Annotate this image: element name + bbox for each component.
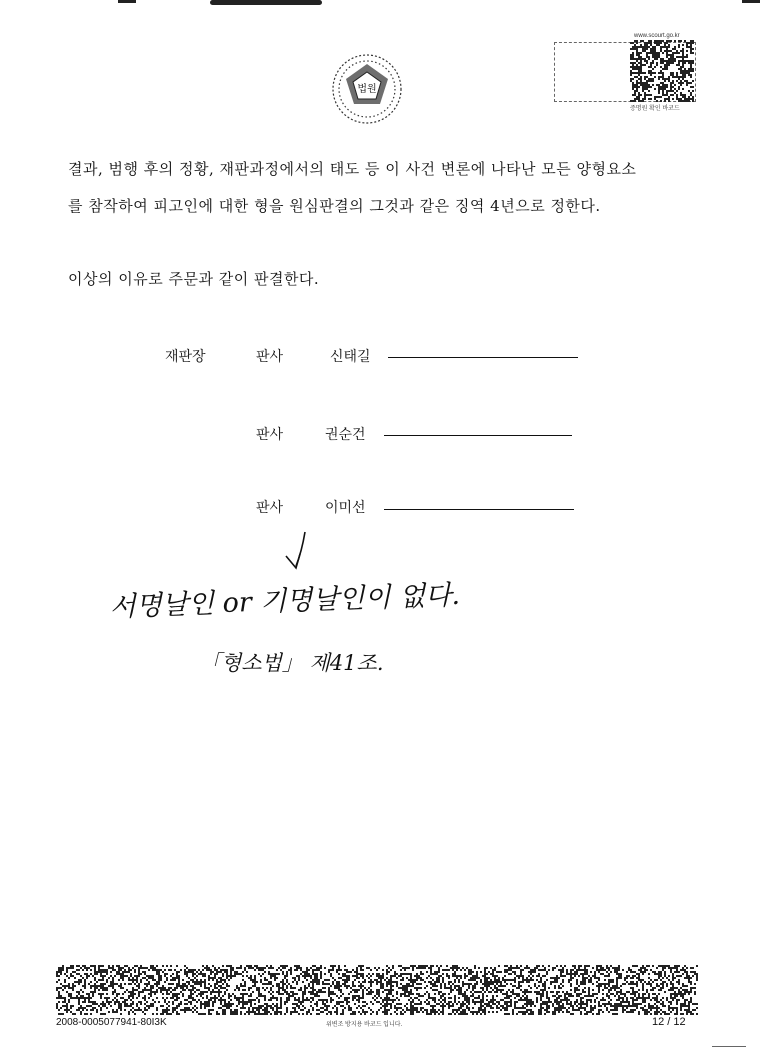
court-seal-emblem — [330, 52, 404, 126]
body-line-1: 결과, 범행 후의 정황, 재판과정에서의 태도 등 이 사건 변론에 나타난 모든 양형요소 — [68, 160, 637, 178]
scan-mark — [118, 0, 136, 3]
judge-name: 이미선 — [325, 500, 366, 516]
handwritten-note — [100, 524, 520, 694]
arrow-icon — [286, 554, 300, 568]
signature-line — [388, 357, 578, 358]
scan-mark — [712, 1046, 746, 1047]
barcode — [56, 965, 698, 1015]
judge-title: 판사 — [256, 500, 284, 516]
handwritten-line-1: 서명날인 or 기명날인이 없다. — [109, 579, 461, 623]
qr-code — [630, 40, 694, 102]
judge-name: 권순건 — [325, 427, 366, 443]
judge-title: 판사 — [256, 427, 284, 443]
scan-mark — [210, 0, 322, 5]
footer-note: 위변조 방지용 바코드 입니다. — [326, 1022, 403, 1028]
qr-caption: 증명원 확인 바코드 — [630, 106, 680, 112]
signature-line — [384, 435, 572, 436]
seal-label: 법원 — [357, 84, 377, 95]
presiding-judge-role: 재판장 — [165, 349, 206, 365]
qr-url: www.scourt.go.kr — [634, 33, 680, 39]
document-code: 2008-0005077941-80I3K — [56, 1017, 167, 1028]
page-number: 12 / 12 — [652, 1016, 686, 1028]
judge-title: 판사 — [256, 349, 284, 365]
body-line-2: 를 참작하여 피고인에 대한 형을 원심판결의 그것과 같은 징역 4년으로 정한다. — [68, 197, 601, 215]
signature-line — [384, 509, 574, 510]
scan-mark — [742, 0, 760, 3]
body-line-3: 이상의 이유로 주문과 같이 판결한다. — [68, 270, 320, 288]
handwritten-line-2: 「형소법」 제41조. — [200, 651, 384, 675]
judge-name: 신태길 — [330, 349, 371, 365]
